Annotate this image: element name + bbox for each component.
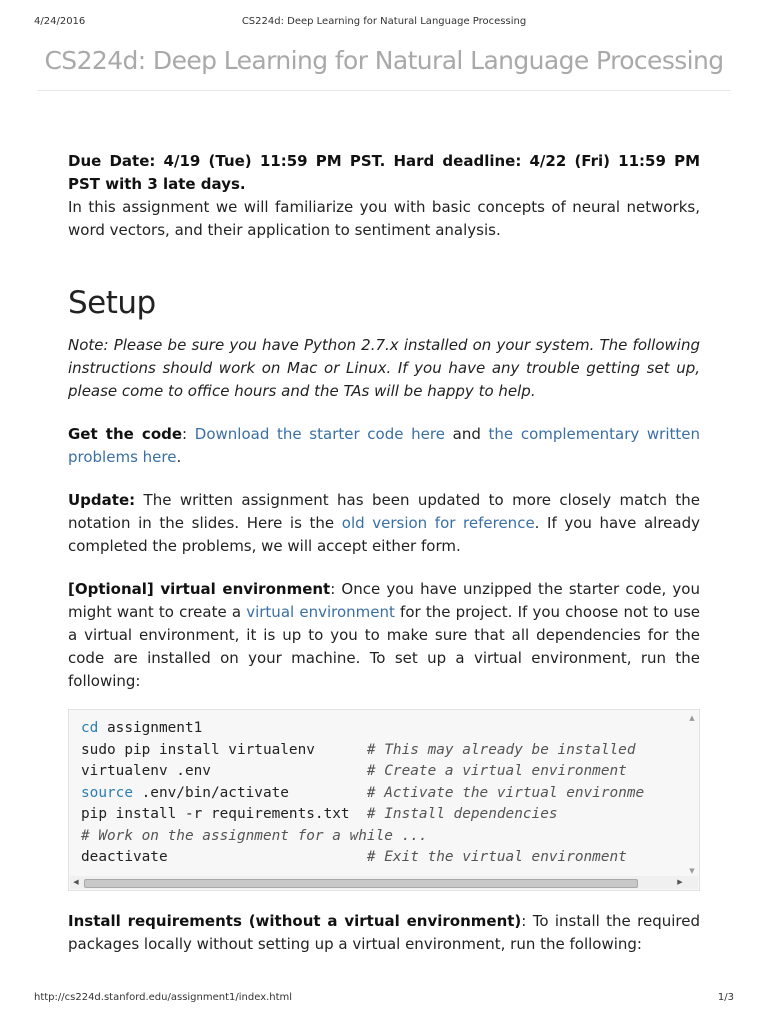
old-version-link[interactable]: old version for reference bbox=[341, 514, 535, 532]
starter-code-link[interactable]: Download the starter code here bbox=[194, 425, 445, 443]
update-text-2: . If you have already completed the problems, we will accept either form. bbox=[68, 514, 700, 555]
get-code-end: . bbox=[176, 448, 182, 466]
code-line bbox=[81, 847, 685, 869]
written-problems-link[interactable]: the complementary written problems here bbox=[68, 425, 701, 466]
main-content bbox=[68, 150, 700, 693]
venv-text-1: : Once you have unzipped the starter code, you might want to create a bbox=[68, 580, 700, 621]
page-url: http://cs224d.stanford.edu/assignment1/index.html bbox=[34, 992, 293, 1003]
update-label: Update: bbox=[68, 491, 136, 509]
code-command: .env/bin/activate bbox=[132, 784, 367, 801]
venv-label: [Optional] virtual environment bbox=[68, 580, 331, 598]
print-date: 4/24/2016 bbox=[34, 16, 86, 27]
code-line bbox=[81, 826, 685, 848]
code-comment: # Activate the virtual environme bbox=[366, 784, 645, 801]
scroll-right-icon[interactable]: ▶ bbox=[677, 878, 683, 886]
get-code-sep: : bbox=[182, 425, 195, 443]
code-block[interactable] bbox=[68, 709, 700, 891]
get-code-label: Get the code bbox=[68, 425, 183, 443]
code-command: sudo pip install virtualenv bbox=[81, 741, 367, 758]
venv-paragraph bbox=[68, 578, 700, 693]
install-section bbox=[68, 910, 700, 956]
install-paragraph bbox=[68, 910, 700, 956]
print-header bbox=[34, 16, 734, 32]
virtual-environment-link[interactable]: virtual environment bbox=[246, 603, 395, 621]
code-line bbox=[81, 783, 685, 805]
venv-text-2: for the project. If you choose not to use a virtual environment, it is up to you to make sure that all dependencies for the code are installed on your machine. To set up a virtual environment, run the following: bbox=[68, 603, 700, 690]
code-line bbox=[81, 740, 685, 762]
code-comment: # This may already be installed bbox=[366, 741, 636, 758]
print-title: CS224d: Deep Learning for Natural Language Processing bbox=[241, 16, 527, 27]
setup-note: Note: Please be sure you have Python 2.7.x installed on your system. The following instructions should work on Mac or Linux. If you have any trouble getting set up, please come to office hours and the TAs will be happy to help. bbox=[68, 336, 700, 400]
install-label: Install requirements (without a virtual environment) bbox=[68, 912, 522, 930]
site-title[interactable]: CS224d: Deep Learning for Natural Language Processing bbox=[44, 46, 724, 75]
code-comment: # Work on the assignment for a while ... bbox=[81, 827, 428, 844]
code-lines bbox=[81, 718, 685, 872]
print-footer bbox=[34, 992, 734, 1006]
site-header bbox=[37, 44, 731, 91]
code-command: virtualenv .env bbox=[81, 763, 367, 779]
code-comment: # Exit the virtual environment bbox=[366, 849, 627, 865]
due-date: Due Date: 4/19 (Tue) 11:59 PM PST. Hard deadline: 4/22 (Fri) 11:59 PM PST with 3 late days. bbox=[68, 152, 700, 193]
code-keyword: source bbox=[81, 784, 133, 801]
code-line bbox=[81, 804, 685, 826]
code-command: assignment1 bbox=[98, 720, 203, 736]
get-code-paragraph bbox=[68, 423, 700, 469]
install-text: : To install the required packages locally without setting up a virtual environment, run the following: bbox=[68, 912, 700, 953]
scroll-down-icon[interactable]: ▼ bbox=[689, 867, 695, 875]
code-command: deactivate bbox=[81, 849, 367, 865]
code-line bbox=[81, 761, 685, 783]
scroll-left-icon[interactable]: ◀ bbox=[73, 878, 79, 886]
code-line bbox=[81, 718, 685, 740]
vertical-scrollbar[interactable] bbox=[686, 711, 698, 876]
page-number: 1/3 bbox=[717, 992, 734, 1003]
scrollbar-thumb[interactable] bbox=[84, 879, 638, 888]
get-code-and: and bbox=[444, 425, 489, 443]
intro-paragraph: In this assignment we will familiarize you with basic concepts of neural networks, word vectors, and their application to sentiment analysis. bbox=[68, 198, 700, 239]
update-paragraph bbox=[68, 489, 700, 558]
code-keyword: cd bbox=[81, 720, 99, 736]
code-comment: # Install dependencies bbox=[366, 806, 558, 822]
update-text-1: The written assignment has been updated to more closely match the notation in the slides. Here is the bbox=[68, 491, 700, 532]
code-comment: # Create a virtual environment bbox=[366, 763, 627, 779]
horizontal-scrollbar[interactable] bbox=[70, 876, 698, 889]
scroll-up-icon[interactable]: ▲ bbox=[689, 714, 695, 722]
setup-heading: Setup bbox=[68, 285, 156, 321]
code-command: pip install -r requirements.txt bbox=[81, 806, 367, 822]
